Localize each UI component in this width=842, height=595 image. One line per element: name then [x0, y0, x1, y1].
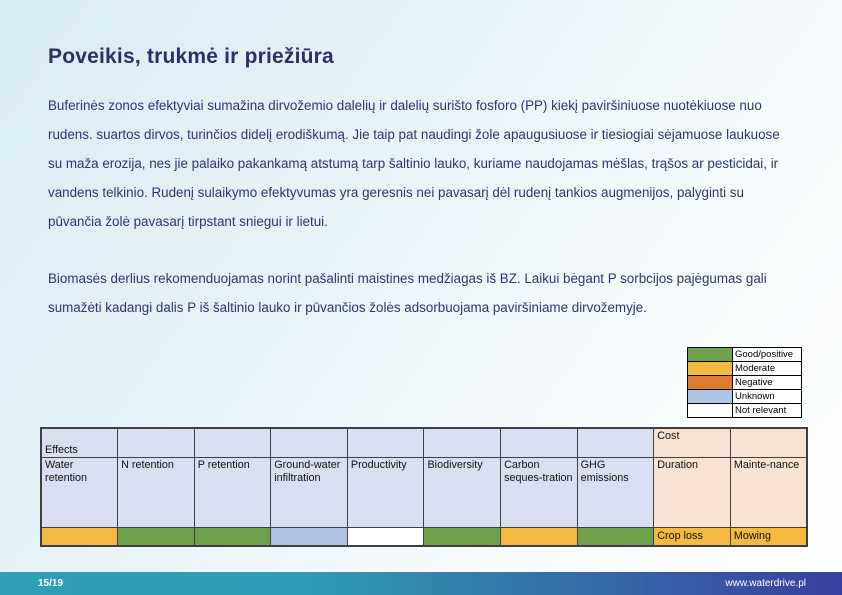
legend-label-good: Good/positive [733, 348, 802, 362]
rating-cell-ghg-emissions [577, 527, 654, 546]
empty-header-cell [577, 428, 654, 457]
color-legend [687, 347, 802, 418]
empty-header-cell [501, 428, 578, 457]
legend-label-unknown: Unknown [733, 390, 802, 404]
col-header-duration: Duration [654, 457, 731, 527]
empty-header-cell [271, 428, 348, 457]
page-title: Poveikis, trukmė ir priežiūra [48, 45, 334, 68]
legend-swatch-negative [688, 376, 733, 390]
legend-row [688, 404, 802, 418]
footer-bar [0, 572, 842, 595]
table-row-column-headers [41, 457, 807, 527]
legend-label-not-relevant: Not relevant [733, 404, 802, 418]
rating-cell-p-retention [194, 527, 271, 546]
page-number: 15/19 [38, 578, 64, 589]
col-header-productivity: Productivity [347, 457, 424, 527]
rating-cell-crop-loss: Crop loss [654, 527, 731, 546]
empty-header-cell [118, 428, 195, 457]
empty-header-cell [424, 428, 501, 457]
col-header-ghg-emissions: GHG emissions [577, 457, 654, 527]
paragraph-1: Buferinės zonos efektyviai sumažina dirvožemio dalelių ir dalelių surišto fosforo (PP) kiekį paviršiniuose nuotėkiuose nuo rudens. suartos dirvos, turinčios didelį erodiškumą. Jie taip pat naudingi žole apaugusiuose ir tiesiogiai sėjamuose laukuose su maža erozija, nes jie palaiko pakankamą atstumą tarp šaltinio lauko, kuriame naudojamas mėšlas, trąšos ar pesticidai, ir vandens telkinio. Rudenį sulaikymo efektyvumas yra geresnis nei pavasarį dėl rudenį tankios augmenijos, palyginti su pūvančia žolė pavasarį tirpstant sniegui ir lietui. [48, 98, 780, 229]
col-header-groundwater-infiltration: Ground-water infiltration [271, 457, 348, 527]
legend-row [688, 348, 802, 362]
rating-cell-carbon-sequestration [501, 527, 578, 546]
legend-row [688, 376, 802, 390]
col-header-maintenance: Mainte-nance [730, 457, 807, 527]
legend-row [688, 390, 802, 404]
empty-header-cell [194, 428, 271, 457]
col-header-water-retention: Water retention [41, 457, 118, 527]
rating-cell-n-retention [118, 527, 195, 546]
legend-label-moderate: Moderate [733, 362, 802, 376]
legend-swatch-unknown [688, 390, 733, 404]
rating-cell-productivity [347, 527, 424, 546]
empty-header-cell [730, 428, 807, 457]
col-header-carbon-sequestration: Carbon seques-tration [501, 457, 578, 527]
legend-row [688, 362, 802, 376]
legend-swatch-not-relevant [688, 404, 733, 418]
legend-label-negative: Negative [733, 376, 802, 390]
effects-table [40, 427, 808, 547]
rating-cell-groundwater-infiltration [271, 527, 348, 546]
col-header-n-retention: N retention [118, 457, 195, 527]
body-text [48, 91, 796, 322]
legend-swatch-good [688, 348, 733, 362]
col-header-biodiversity: Biodiversity [424, 457, 501, 527]
empty-header-cell [347, 428, 424, 457]
website-link[interactable]: www.waterdrive.pl [725, 578, 806, 589]
paragraph-2: Biomasės derlius rekomenduojamas norint pašalinti maistines medžiagas iš BZ. Laikui bėgant P sorbcijos pajėgumas gali sumažėti kadangi dalis P iš šaltinio lauko ir pūvančios žolės adsorbuojama paviršiniame dirvožemyje. [48, 271, 767, 315]
rating-cell-mowing: Mowing [730, 527, 807, 546]
rating-cell-water-retention [41, 527, 118, 546]
table-row-group-headers [41, 428, 807, 457]
col-header-p-retention: P retention [194, 457, 271, 527]
effects-group-header: Effects [41, 428, 118, 457]
table-row-ratings [41, 527, 807, 546]
legend-swatch-moderate [688, 362, 733, 376]
cost-group-header: Cost [654, 428, 731, 457]
rating-cell-biodiversity [424, 527, 501, 546]
